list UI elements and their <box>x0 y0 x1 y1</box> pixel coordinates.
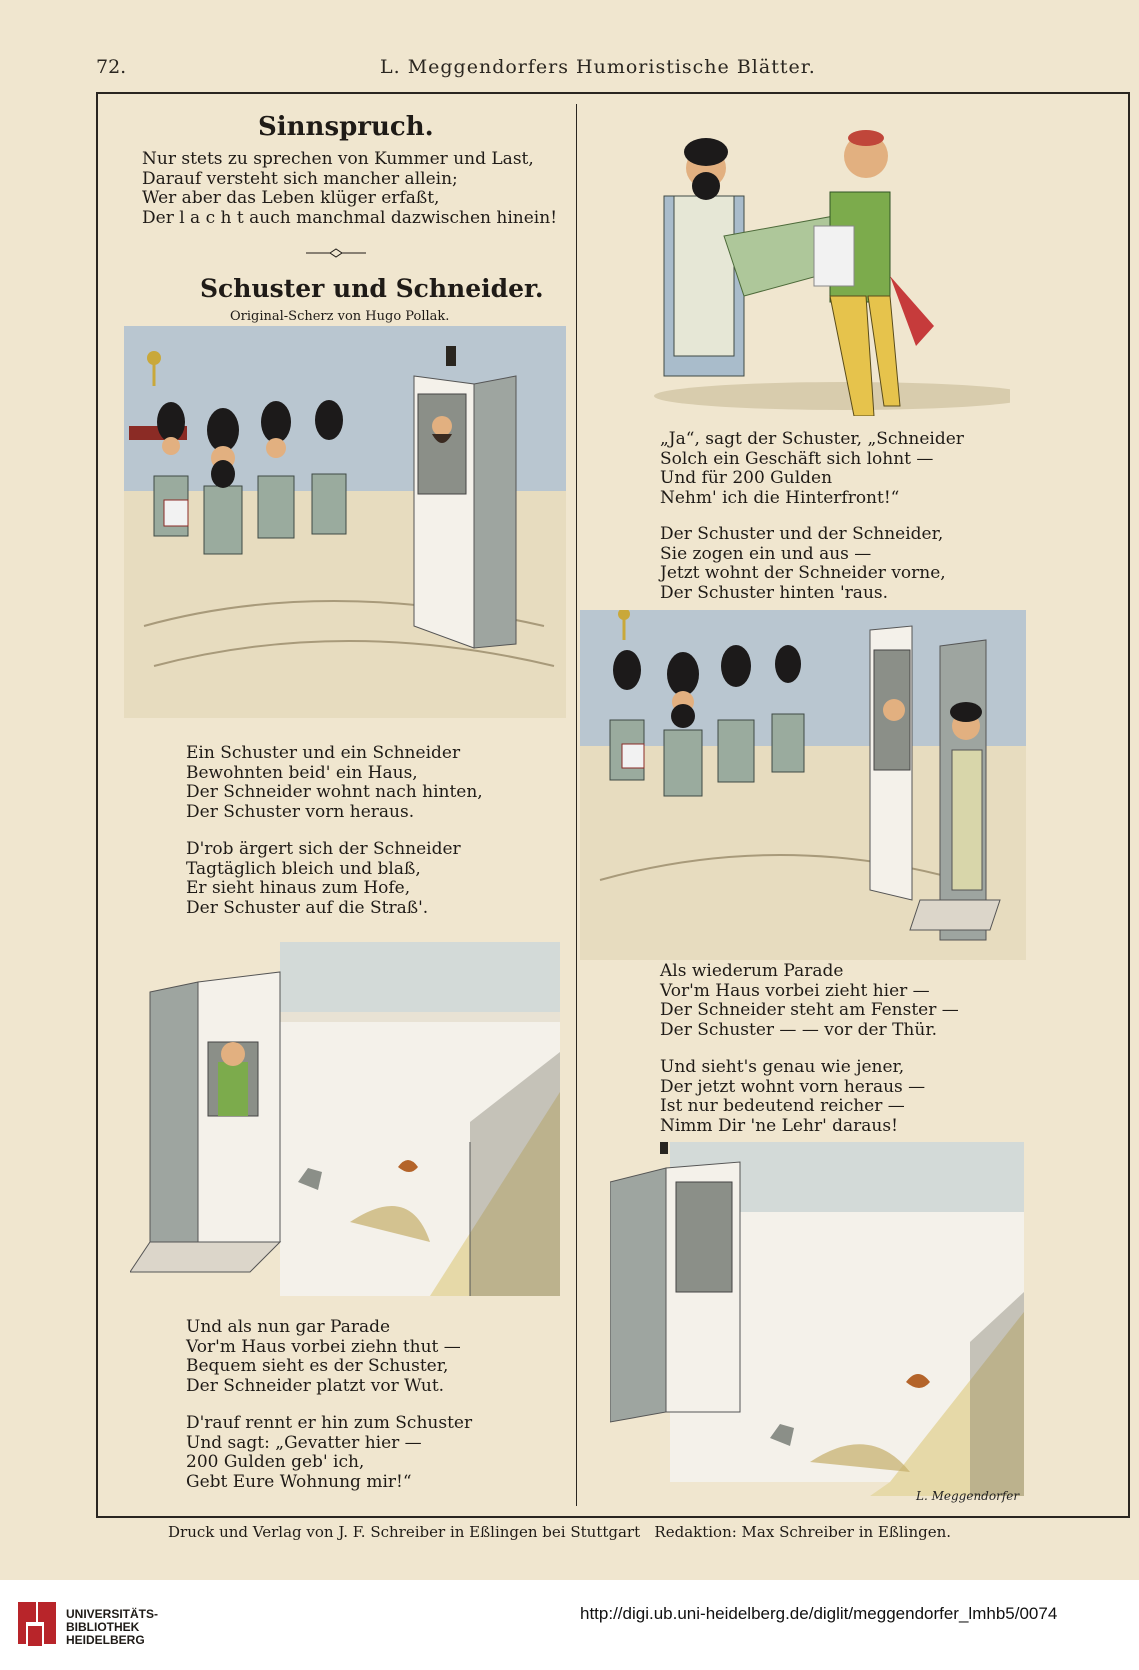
story-verse-3: Und als nun gar Parade Vor'm Haus vorbei ziehn thut — Bequem sieht es der Schuster, Der Schneider platzt vor Wut. <box>186 1317 461 1396</box>
source-url-link[interactable]: http://digi.ub.uni-heidelberg.de/diglit/meggendorfer_lmhb5/0074 <box>580 1604 1058 1623</box>
poem-title-sinnspruch: Sinnspruch. <box>258 112 434 142</box>
sinnspruch-verse: Nur stets zu sprechen von Kummer und Last, Darauf versteht sich mancher allein; Wer aber das Leben klüger erfaßt, Der l a c h t auch manchmal dazwischen hinein! <box>142 149 558 228</box>
library-name <box>66 1608 158 1647</box>
illustration-parade-reversed <box>580 610 1026 960</box>
story-verse-8: Und sieht's genau wie jener, Der jetzt wohnt vorn heraus — Ist nur bedeutend reicher — Nimm Dir 'ne Lehr' daraus! <box>660 1057 926 1136</box>
illustration-parade-tailor-window <box>124 326 566 718</box>
running-title: L. Meggendorfers Humoristische Blätter. <box>380 56 816 78</box>
library-logo-icon <box>14 1596 60 1652</box>
artist-signature: L. Meggendorfer <box>916 1489 1020 1503</box>
library-name-line-1: UNIVERSITÄTS- <box>66 1607 159 1621</box>
story-title: Schuster und Schneider. <box>200 274 544 303</box>
page-footer: Druck und Verlag von J. F. Schreiber in Eßlingen bei Stuttgart Redaktion: Max Schreiber in Eßlingen. <box>168 1523 952 1541</box>
story-verse-7: Als wiederum Parade Vor'm Haus vorbei zieht hier — Der Schneider steht am Fenster — Der Schuster — — vor der Thür. <box>660 961 959 1040</box>
story-verse-4: D'rauf rennt er hin zum Schuster Und sagt: „Gevatter hier — 200 Gulden geb' ich, Gebt Eure Wohnung mir!“ <box>186 1413 473 1492</box>
illustration-tailor-pays-shoemaker <box>644 116 1010 416</box>
story-verse-5: „Ja“, sagt der Schuster, „Schneider Solch ein Geschäft sich lohnt — Und für 200 Gulden Nehm' ich die Hinterfront!“ <box>660 429 964 508</box>
story-byline: Original-Scherz von Hugo Pollak. <box>230 309 450 324</box>
library-name-line-2: BIBLIOTHEK <box>66 1620 140 1634</box>
column-divider <box>576 104 577 1506</box>
library-banner <box>0 1580 1139 1670</box>
page-number: 72. <box>96 56 127 78</box>
story-verse-6: Der Schuster und der Schneider, Sie zogen ein und aus — Jetzt wohnt der Schneider vorne, Der Schuster hinten 'raus. <box>660 524 946 603</box>
flourish-ornament <box>306 246 366 260</box>
story-verse-2: D'rob ärgert sich der Schneider Tagtäglich bleich und blaß, Er sieht hinaus zum Hofe, Der Schuster auf die Straß'. <box>186 839 461 918</box>
library-name-line-3: HEIDELBERG <box>66 1633 145 1647</box>
story-verse-1: Ein Schuster und ein Schneider Bewohnten beid' ein Haus, Der Schneider wohnt nach hinten, Der Schuster vorn heraus. <box>186 743 483 822</box>
illustration-empty-courtyard <box>610 1142 1024 1496</box>
illustration-tailor-courtyard <box>130 942 560 1296</box>
